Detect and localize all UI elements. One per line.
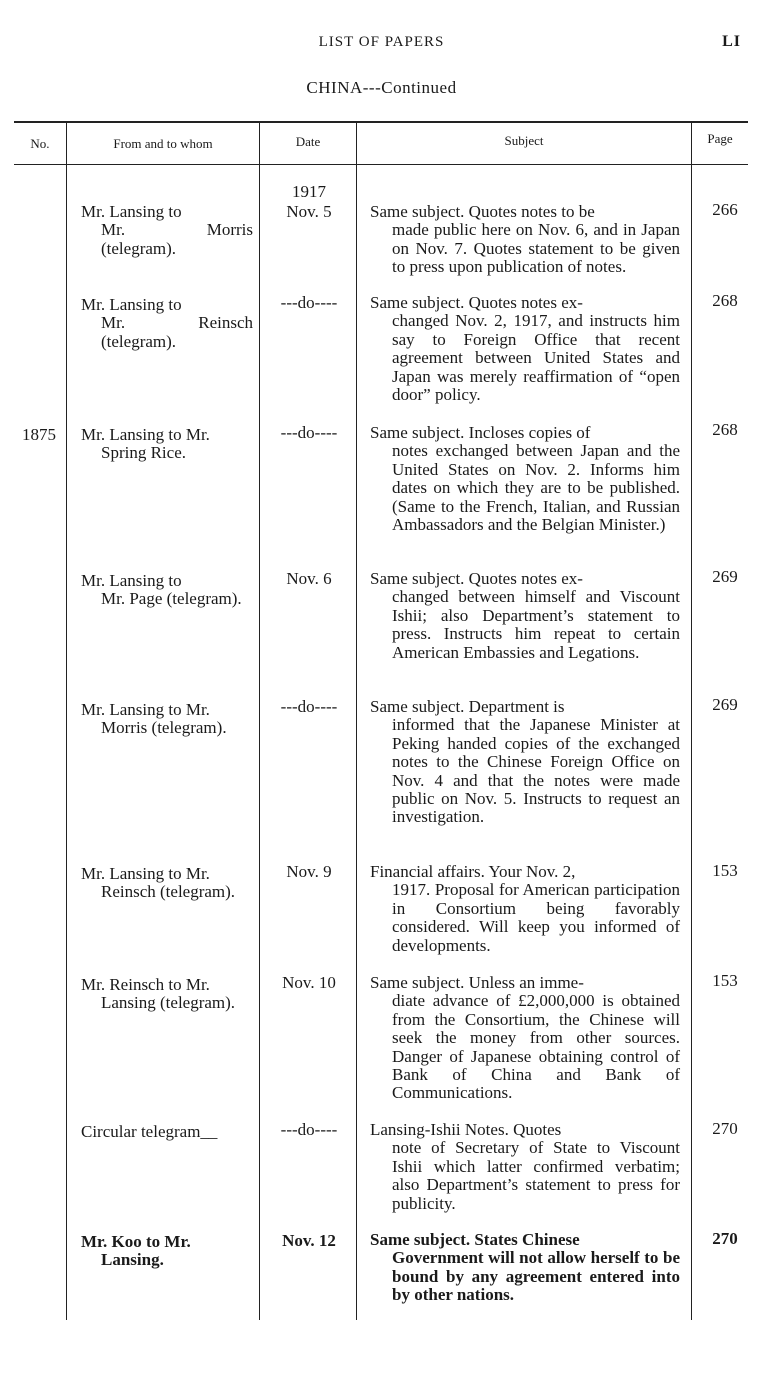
date-cell: ---do---- — [280, 1120, 338, 1139]
from-first-line: Circular telegram__ — [81, 1122, 218, 1141]
from-first-line: Mr. Lansing to — [81, 571, 182, 590]
subject-continuation: notes exchanged between Japan and the United States on Nov. 2. Informs him dates on which they are to be published. (Same to the French, Italian, and Russian Ambassadors and the Belgian Minister.) — [392, 441, 680, 535]
from-first-line: Mr. Lansing to Mr. — [81, 425, 210, 444]
header-bottom-rule — [14, 164, 748, 165]
from-to-cell — [81, 1233, 253, 1270]
subject-continuation: diate advance of £2,000,000 is obtained from the Consortium, the Chinese will seek the money from other sources. Danger of Japanese obtaining control of Bank of China and Bank of Communications. — [392, 991, 680, 1103]
column-divider — [259, 122, 260, 1320]
from-to-cell — [81, 976, 253, 1013]
subject-continuation: informed that the Japanese Minister at Peking handed copies of the exchanged notes to the Chinese Foreign Office on Nov. 4 and that the notes were made public on Nov. 5. Instructs to request an investigation. — [392, 715, 680, 827]
subject-first-line: Lansing-Ishii Notes. Quotes — [370, 1120, 562, 1139]
subject-cell — [370, 570, 680, 662]
from-first-line: Mr. Lansing to Mr. — [81, 864, 210, 883]
page-cell: 266 — [712, 200, 738, 219]
column-header-date: Date — [295, 134, 321, 149]
year-label: 1917 — [292, 182, 326, 201]
section-title: CHINA---Continued — [306, 78, 457, 97]
column-divider — [356, 122, 357, 1320]
subject-first-line: Same subject. Quotes notes ex- — [370, 293, 583, 312]
date-cell: ---do---- — [280, 423, 338, 442]
from-first-line: Mr. Koo to Mr. — [81, 1232, 191, 1251]
subject-cell — [370, 1121, 680, 1213]
from-continuation: Mr. Morris (telegram). — [101, 220, 253, 258]
subject-first-line: Same subject. Incloses copies of — [370, 423, 591, 442]
subject-first-line: Financial affairs. Your Nov. 2, — [370, 862, 576, 881]
from-to-cell — [81, 572, 253, 609]
subject-cell — [370, 863, 680, 955]
date-cell: Nov. 5 — [286, 202, 332, 221]
date-cell: Nov. 6 — [286, 569, 332, 588]
page-numeral: LI — [722, 33, 741, 50]
date-cell: ---do---- — [280, 697, 338, 716]
from-first-line: Mr. Lansing to — [81, 202, 182, 221]
subject-continuation: Government will not allow herself to be bound by any agreement entered into by other nations. — [392, 1248, 680, 1305]
from-continuation: Morris (telegram). — [101, 718, 227, 738]
page-cell: 270 — [712, 1119, 738, 1138]
page-cell: 269 — [712, 567, 738, 586]
subject-cell — [370, 203, 680, 277]
subject-continuation: made public here on Nov. 6, and in Japan on Nov. 7. Quotes statement to be given to press upon publication of notes. — [392, 220, 680, 277]
column-header-subject: Subject — [504, 133, 544, 148]
subject-first-line: Same subject. States Chinese — [370, 1230, 580, 1249]
from-to-cell — [81, 426, 253, 463]
from-first-line: Mr. Lansing to — [81, 295, 182, 314]
from-to-cell — [81, 296, 253, 351]
subject-cell — [370, 424, 680, 534]
from-continuation: Mr. Reinsch (telegram). — [101, 313, 253, 351]
page-cell: 270 — [712, 1229, 738, 1248]
from-to-cell — [81, 701, 253, 738]
from-to-cell — [81, 1123, 253, 1141]
page-cell: 269 — [712, 695, 738, 714]
from-continuation: Lansing (telegram). — [101, 993, 236, 1013]
subject-cell — [370, 294, 680, 404]
column-header-no: No. — [30, 136, 50, 151]
column-divider — [66, 122, 67, 1320]
from-first-line: Mr. Lansing to Mr. — [81, 700, 210, 719]
date-cell: Nov. 10 — [282, 973, 336, 992]
from-continuation: Lansing. — [101, 1250, 164, 1270]
column-header-page: Page — [707, 131, 733, 146]
date-cell: Nov. 9 — [286, 862, 332, 881]
subject-first-line: Same subject. Unless an imme- — [370, 973, 584, 992]
column-divider — [691, 122, 692, 1320]
paper-number: 1875 — [22, 425, 56, 444]
from-to-cell — [81, 203, 253, 258]
from-first-line: Mr. Reinsch to Mr. — [81, 975, 210, 994]
date-cell: Nov. 12 — [282, 1231, 336, 1250]
subject-cell — [370, 974, 680, 1103]
column-header-from: From and to whom — [113, 136, 213, 151]
subject-first-line: Same subject. Quotes notes to be — [370, 202, 595, 221]
subject-continuation: changed between himself and Viscount Ishii; also Department’s statement to press. Instructs him repeat to certain American Embassies and Legations. — [392, 587, 680, 662]
page-cell: 153 — [712, 971, 738, 990]
from-to-cell — [81, 865, 253, 902]
subject-first-line: Same subject. Department is — [370, 697, 565, 716]
subject-first-line: Same subject. Quotes notes ex- — [370, 569, 583, 588]
subject-continuation: 1917. Proposal for American participation in Consortium being favorably considered. Will keep you informed of developments. — [392, 880, 680, 955]
table-top-rule — [14, 121, 748, 123]
subject-cell — [370, 698, 680, 827]
subject-cell — [370, 1231, 680, 1305]
from-continuation: Spring Rice. — [101, 443, 186, 463]
from-continuation: Mr. Page (telegram). — [101, 589, 242, 609]
page-cell: 268 — [712, 291, 738, 310]
page-cell: 153 — [712, 861, 738, 880]
from-continuation: Reinsch (telegram). — [101, 882, 236, 902]
subject-continuation: changed Nov. 2, 1917, and instructs him say to Foreign Office that recent agreement between United States and Japan was merely reaffirmation of “open door” policy. — [392, 311, 680, 405]
date-cell: ---do---- — [280, 293, 338, 312]
page-cell: 268 — [712, 420, 738, 439]
running-title: LIST OF PAPERS — [318, 34, 445, 50]
subject-continuation: note of Secretary of State to Viscount Ishii which latter confirmed verbatim; also Department’s statement to press for publicity. — [392, 1138, 680, 1213]
